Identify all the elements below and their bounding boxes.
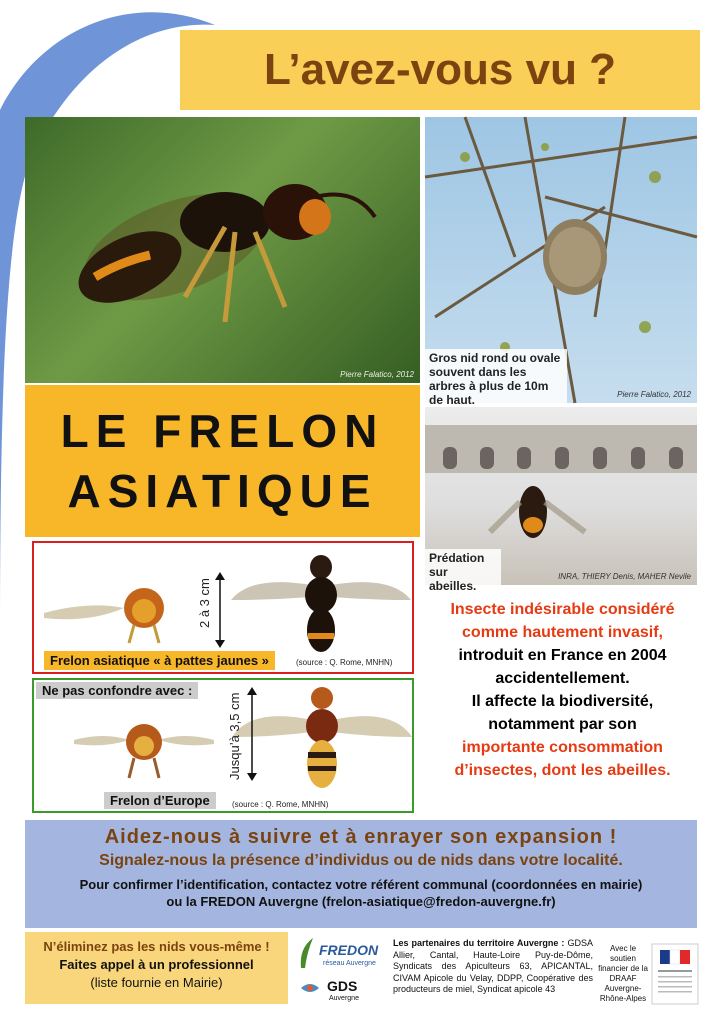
european-hornet-label: Frelon d’Europe <box>104 792 216 809</box>
confusion-warning-label: Ne pas confondre avec : <box>36 682 198 699</box>
predation-caption: Prédation sur abeilles. <box>425 549 501 595</box>
description-line8: d’insectes, dont les abeilles. <box>454 762 671 779</box>
european-size-label: Jusqu’à 3,5 cm <box>227 692 242 780</box>
partners-list: GDSA Allier, Cantal, Haute-Loire Puy-de-Dôme, Syndicats des Apiculteurs 63, APICANTAL, CIVAM Apicole du Velay, DDPP, Coopérative des producteurs de miel, Syndicat apicole 43 <box>393 938 593 994</box>
nest-photo-credit: Pierre Falatico, 2012 <box>617 390 691 399</box>
gds-logo: GDS <box>327 978 358 994</box>
main-title-line2: ASIATIQUE <box>67 465 378 517</box>
republique-francaise-logo <box>652 944 698 1004</box>
european-hornet-front-image <box>74 710 214 790</box>
nest-photo <box>425 117 697 407</box>
hornet-illustration <box>25 117 420 383</box>
asian-hornet-label: Frelon asiatique « à pattes jaunes » <box>44 651 275 670</box>
asian-size-label: 2 à 3 cm <box>197 578 212 628</box>
european-hornet-source: (source : Q. Rome, MNHN) <box>232 800 329 809</box>
main-title-line1: LE FRELON <box>60 405 385 457</box>
european-size-arrow <box>246 686 258 782</box>
fredon-leaf-icon <box>297 936 315 970</box>
description-line4: accidentellement. <box>495 670 630 687</box>
hornet-photo <box>25 117 420 383</box>
description-line6: notamment par son <box>488 716 637 733</box>
partner-logos <box>297 936 387 1008</box>
cta-subheading: Signalez-nous la présence d’individus ou de nids dans votre localité. <box>99 852 623 869</box>
fredon-logo: FREDON <box>319 942 379 958</box>
european-hornet-top-image <box>232 682 412 794</box>
support-text: Avec le soutien financier de la DRAAF Auvergne-Rhône-Alpes <box>598 944 648 1003</box>
footer-advice: Faites appel à un professionnel <box>59 957 254 972</box>
footer-warning: N’éliminez pas les nids vous-même ! <box>43 939 270 954</box>
main-title-box <box>25 385 420 537</box>
asian-hornet-front-image <box>39 563 189 653</box>
description-line7: importante consommation <box>462 739 663 756</box>
description-line3: introduit en France en 2004 <box>458 647 667 664</box>
description-line2: comme hautement invasif, <box>462 624 663 641</box>
asian-hornet-source: (source : Q. Rome, MNHN) <box>296 658 393 667</box>
european-hornet-box <box>32 678 414 813</box>
predation-photo-credit: INRA, THIERY Denis, MAHER Nevile <box>558 572 691 581</box>
asian-size-arrow <box>214 571 226 649</box>
hornet-photo-credit: Pierre Falatico, 2012 <box>340 370 414 379</box>
fredon-subtitle: réseau Auvergne <box>323 960 376 967</box>
cta-heading: Aidez-nous à suivre et à enrayer son expansion ! <box>104 826 618 848</box>
gds-swirl-icon <box>299 980 321 996</box>
cta-contact-line1: Pour confirmer l’identification, contactez votre référent communal (coordonnées en mairie) <box>79 877 643 892</box>
asian-hornet-box <box>32 541 414 674</box>
page-title: L’avez-vous vu ? <box>263 45 617 94</box>
description-line1: Insecte indésirable considéré <box>450 601 675 618</box>
description-text <box>425 598 700 782</box>
cta-contact-line2: ou la FREDON Auvergne (frelon-asiatique@fredon-auvergne.fr) <box>166 894 556 909</box>
partners-text <box>393 938 593 996</box>
predation-photo <box>425 407 697 593</box>
description-line5: Il affecte la biodiversité, <box>471 693 654 710</box>
gds-subtitle: Auvergne <box>329 995 359 1002</box>
partners-title: Les partenaires du territoire Auvergne : <box>393 938 565 948</box>
call-to-action-band <box>25 820 697 928</box>
nest-removal-warning <box>25 932 288 1004</box>
asian-hornet-top-image <box>231 545 411 657</box>
footer-note: (liste fournie en Mairie) <box>90 975 223 990</box>
header-banner <box>180 30 700 110</box>
nest-caption: Gros nid rond ou ovale souvent dans les arbres à plus de 10m de haut. <box>425 349 567 409</box>
